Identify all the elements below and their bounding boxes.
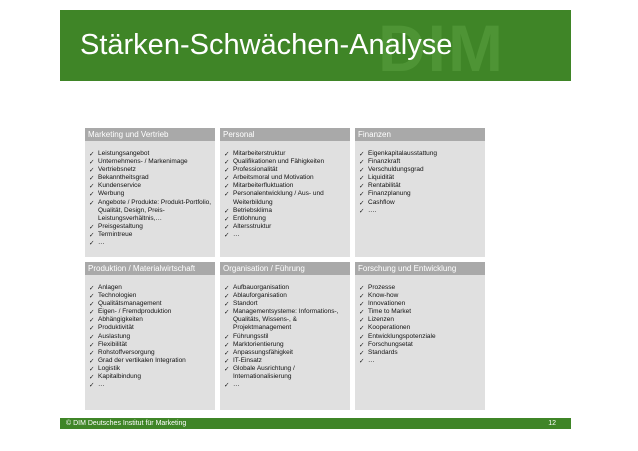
check-icon: ✓ xyxy=(89,166,95,175)
list-item-text: Standort xyxy=(233,300,258,308)
check-icon: ✓ xyxy=(89,239,95,248)
check-icon: ✓ xyxy=(224,214,230,223)
check-icon: ✓ xyxy=(359,166,365,175)
list-item xyxy=(89,341,213,349)
check-icon: ✓ xyxy=(359,340,365,349)
list-item-text: Standards xyxy=(368,348,398,356)
list-item xyxy=(89,365,213,373)
check-icon: ✓ xyxy=(359,316,365,325)
list-item-text: Kundenservice xyxy=(98,182,141,190)
check-icon: ✓ xyxy=(89,356,95,365)
list-item xyxy=(89,284,213,292)
list-item xyxy=(359,284,483,292)
list-item xyxy=(359,199,483,207)
list-item-text: Liquidität xyxy=(368,174,395,182)
check-icon: ✓ xyxy=(224,206,230,215)
list-item xyxy=(89,190,213,198)
check-icon: ✓ xyxy=(359,292,365,301)
list-item-text: Kapitalbindung xyxy=(98,373,142,381)
list-item xyxy=(224,365,348,381)
panel-personal xyxy=(220,128,350,257)
check-icon: ✓ xyxy=(89,381,95,390)
list-item xyxy=(224,333,348,341)
list-item xyxy=(89,308,213,316)
list-item xyxy=(224,158,348,166)
panel-heading: Finanzen xyxy=(355,128,485,141)
list-item-text: Leistungsangebot xyxy=(98,150,150,157)
list-item-text: Finanzkraft xyxy=(368,158,401,166)
list-item xyxy=(224,292,348,300)
check-icon: ✓ xyxy=(359,158,365,167)
check-icon: ✓ xyxy=(224,332,230,341)
check-icon: ✓ xyxy=(224,308,230,317)
panel-heading: Personal xyxy=(220,128,350,141)
check-icon: ✓ xyxy=(224,158,230,167)
check-icon: ✓ xyxy=(89,284,95,292)
list-item-text: Bekanntheitsgrad xyxy=(98,174,149,182)
panel-list xyxy=(355,275,485,365)
check-icon: ✓ xyxy=(89,182,95,191)
panel-marketing xyxy=(85,128,215,257)
list-item-text: Entlohnung xyxy=(233,214,266,222)
check-icon: ✓ xyxy=(89,150,95,158)
list-item xyxy=(224,300,348,308)
list-item-text: Altersstruktur xyxy=(233,222,272,230)
list-item xyxy=(359,182,483,190)
check-icon: ✓ xyxy=(359,308,365,317)
list-item-text: Werbung xyxy=(98,190,125,198)
list-item xyxy=(89,199,213,223)
list-item-text: Preisgestaltung xyxy=(98,222,143,230)
check-icon: ✓ xyxy=(89,348,95,357)
check-icon: ✓ xyxy=(359,174,365,183)
list-item xyxy=(89,150,213,158)
list-item xyxy=(89,300,213,308)
list-item-text: Time to Market xyxy=(368,308,412,316)
list-item-text: Eigen- / Fremdproduktion xyxy=(98,308,172,316)
list-item-text: Entwicklungspotenziale xyxy=(368,332,436,340)
list-item-text: Mitarbeiterfluktuation xyxy=(233,182,294,190)
list-item xyxy=(89,381,213,389)
check-icon: ✓ xyxy=(89,158,95,167)
list-item xyxy=(359,324,483,332)
list-item-text: Auslastung xyxy=(98,332,131,340)
list-item xyxy=(224,381,348,389)
check-icon: ✓ xyxy=(89,308,95,317)
list-item-text: Globale Ausrichtung / Internationalisierung xyxy=(233,364,295,381)
list-item xyxy=(89,357,213,365)
list-item xyxy=(359,316,483,324)
check-icon: ✓ xyxy=(89,300,95,309)
list-item-text: Verschuldungsgrad xyxy=(368,166,424,174)
list-item-text: Betriebsklima xyxy=(233,206,273,214)
panel-heading: Forschung und Entwicklung xyxy=(355,262,485,275)
panel-list xyxy=(85,141,215,247)
list-item xyxy=(359,190,483,198)
list-item xyxy=(224,207,348,215)
list-item-text: Anlagen xyxy=(98,284,122,291)
check-icon: ✓ xyxy=(89,230,95,239)
list-item xyxy=(359,349,483,357)
list-item-text: Professionalität xyxy=(233,166,278,174)
list-item-text: Marktorientierung xyxy=(233,340,284,348)
panel-organisation xyxy=(220,262,350,410)
check-icon: ✓ xyxy=(224,381,230,390)
check-icon: ✓ xyxy=(89,324,95,333)
check-icon: ✓ xyxy=(224,300,230,309)
list-item-text: Grad der vertikalen Integration xyxy=(98,356,186,364)
list-item xyxy=(359,150,483,158)
check-icon: ✓ xyxy=(359,198,365,207)
panel-heading: Organisation / Führung xyxy=(220,262,350,275)
check-icon: ✓ xyxy=(224,284,230,292)
list-item-text: Qualifikationen und Fähigkeiten xyxy=(233,158,325,166)
list-item xyxy=(89,166,213,174)
list-item xyxy=(224,182,348,190)
check-icon: ✓ xyxy=(224,166,230,175)
list-item-text: Mitarbeiterstruktur xyxy=(233,150,286,157)
list-item-text: Eigenkapitalausstattung xyxy=(368,150,438,157)
check-icon: ✓ xyxy=(224,222,230,231)
list-item-text: Arbeitsmoral und Motivation xyxy=(233,174,314,182)
list-item-text: Führungsstil xyxy=(233,332,269,340)
list-item-text: Lizenzen xyxy=(368,316,395,324)
list-item-text: Logistik xyxy=(98,364,121,372)
list-item xyxy=(224,341,348,349)
list-item xyxy=(89,316,213,324)
list-item xyxy=(89,349,213,357)
check-icon: ✓ xyxy=(359,300,365,309)
check-icon: ✓ xyxy=(359,206,365,215)
list-item xyxy=(359,341,483,349)
list-item-text: Ablauforganisation xyxy=(233,292,287,300)
list-item xyxy=(224,150,348,158)
list-item-text: … xyxy=(98,381,105,389)
check-icon: ✓ xyxy=(89,364,95,373)
check-icon: ✓ xyxy=(359,190,365,199)
panel-forschung xyxy=(355,262,485,410)
check-icon: ✓ xyxy=(224,150,230,158)
list-item-text: Finanzplanung xyxy=(368,190,411,198)
list-item xyxy=(224,190,348,206)
panel-finanzen xyxy=(355,128,485,257)
list-item-text: Innovationen xyxy=(368,300,406,308)
check-icon: ✓ xyxy=(359,182,365,191)
list-item xyxy=(89,239,213,247)
list-item-text: Personalentwicklung / Aus- und Weiterbildung xyxy=(233,190,324,206)
check-icon: ✓ xyxy=(89,373,95,382)
list-item xyxy=(224,231,348,239)
check-icon: ✓ xyxy=(224,190,230,199)
list-item xyxy=(224,349,348,357)
dim-logo-watermark: DIM xyxy=(378,11,505,81)
check-icon: ✓ xyxy=(224,292,230,301)
page-number: 12 xyxy=(548,420,556,427)
check-icon: ✓ xyxy=(89,174,95,183)
list-item-text: … xyxy=(233,381,240,389)
list-item xyxy=(359,166,483,174)
list-item xyxy=(224,223,348,231)
list-item xyxy=(89,182,213,190)
list-item xyxy=(359,357,483,365)
list-item xyxy=(89,223,213,231)
list-item xyxy=(89,158,213,166)
check-icon: ✓ xyxy=(224,174,230,183)
check-icon: ✓ xyxy=(89,316,95,325)
list-item xyxy=(224,308,348,332)
list-item xyxy=(359,300,483,308)
check-icon: ✓ xyxy=(89,222,95,231)
check-icon: ✓ xyxy=(224,356,230,365)
list-item-text: Technologien xyxy=(98,292,137,300)
check-icon: ✓ xyxy=(359,348,365,357)
list-item xyxy=(359,308,483,316)
check-icon: ✓ xyxy=(224,230,230,239)
list-item-text: Forschungsetat xyxy=(368,340,413,348)
list-item-text: Unternehmens- / Markenimage xyxy=(98,158,188,166)
list-item xyxy=(89,231,213,239)
list-item-text: Prozesse xyxy=(368,284,396,291)
check-icon: ✓ xyxy=(224,348,230,357)
list-item xyxy=(359,207,483,215)
list-item-text: Qualitätsmanagement xyxy=(98,300,162,308)
slide-title: Stärken-Schwächen-Analyse xyxy=(80,29,453,61)
list-item xyxy=(89,333,213,341)
panel-heading: Marketing und Vertrieb xyxy=(85,128,215,141)
list-item xyxy=(359,174,483,182)
list-item-text: Managementsysteme: Informations-, Qualitäts, Wissens-, & Projektmanagement xyxy=(233,308,339,332)
list-item-text: Flexibilität xyxy=(98,340,127,348)
list-item-text: IT-Einsatz xyxy=(233,356,262,364)
list-item-text: Abhängigkeiten xyxy=(98,316,143,324)
list-item-text: … xyxy=(233,230,240,238)
slide-header xyxy=(60,10,571,81)
panel-produktion xyxy=(85,262,215,410)
list-item-text: Rohstoffversorgung xyxy=(98,348,155,356)
check-icon: ✓ xyxy=(224,182,230,191)
panel-list xyxy=(220,275,350,389)
check-icon: ✓ xyxy=(359,324,365,333)
list-item-text: …. xyxy=(368,206,377,214)
slide-footer xyxy=(60,418,571,429)
list-item-text: Angebote / Produkte: Produkt-Portfolio, Qualität, Design, Preis-Leistungsverhältnis,… xyxy=(98,198,212,222)
list-item-text: Rentabilität xyxy=(368,182,401,190)
list-item xyxy=(224,284,348,292)
check-icon: ✓ xyxy=(89,332,95,341)
list-item xyxy=(224,166,348,174)
panel-heading: Produktion / Materialwirtschaft xyxy=(85,262,215,275)
check-icon: ✓ xyxy=(89,340,95,349)
list-item xyxy=(359,292,483,300)
list-item xyxy=(224,357,348,365)
list-item xyxy=(89,292,213,300)
list-item-text: Kooperationen xyxy=(368,324,411,332)
panel-list xyxy=(220,141,350,239)
check-icon: ✓ xyxy=(89,190,95,199)
check-icon: ✓ xyxy=(224,364,230,373)
list-item-text: … xyxy=(98,239,105,247)
check-icon: ✓ xyxy=(359,150,365,158)
list-item-text: Aufbauorganisation xyxy=(233,284,290,291)
footer-copyright: © DIM Deutsches Institut für Marketing xyxy=(66,420,187,427)
list-item-text: … xyxy=(368,356,375,364)
check-icon: ✓ xyxy=(89,198,95,207)
check-icon: ✓ xyxy=(359,356,365,365)
list-item xyxy=(359,158,483,166)
list-item-text: Vertriebsnetz xyxy=(98,166,136,174)
check-icon: ✓ xyxy=(359,284,365,292)
list-item xyxy=(224,215,348,223)
list-item xyxy=(89,324,213,332)
list-item-text: Anpassungsfähigkeit xyxy=(233,348,293,356)
check-icon: ✓ xyxy=(359,332,365,341)
list-item-text: Produktivität xyxy=(98,324,134,332)
list-item xyxy=(89,174,213,182)
check-icon: ✓ xyxy=(89,292,95,301)
list-item-text: Cashflow xyxy=(368,198,395,206)
panel-list xyxy=(85,275,215,389)
list-item-text: Termintreue xyxy=(98,230,133,238)
list-item xyxy=(359,333,483,341)
panel-list xyxy=(355,141,485,215)
list-item xyxy=(224,174,348,182)
list-item xyxy=(89,373,213,381)
list-item-text: Know-how xyxy=(368,292,399,300)
slide xyxy=(60,10,571,429)
check-icon: ✓ xyxy=(224,340,230,349)
